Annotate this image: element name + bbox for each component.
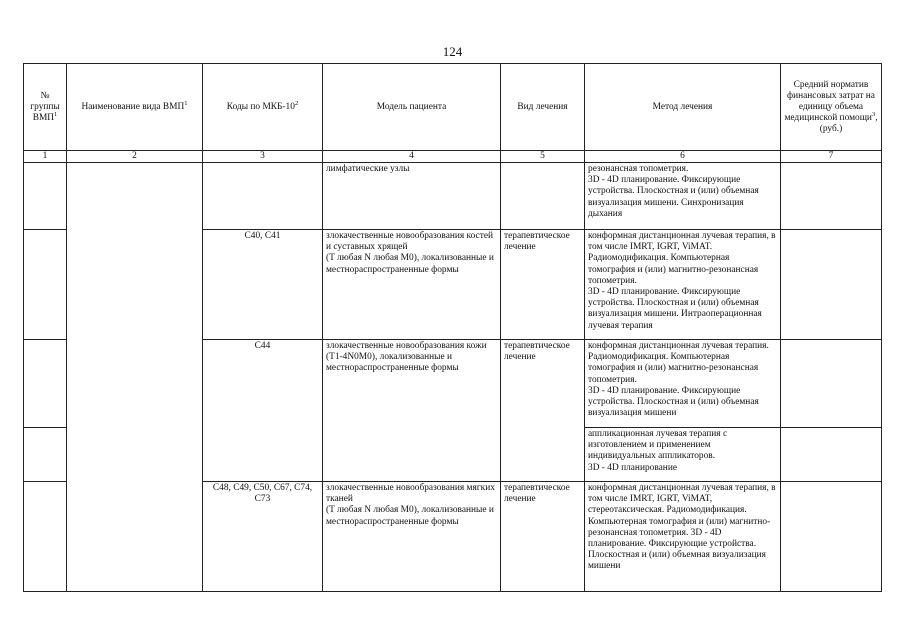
- icd-codes-cell: [203, 163, 323, 230]
- patient-model-cell: злокачественные новообразования костей и суставных хрящей (T любая N любая M0), локализованные и местнораспространенные формы: [323, 230, 501, 340]
- header-patient-model: Модель пациента: [323, 64, 501, 151]
- column-number: 5: [501, 151, 585, 163]
- treatment-type-cell: терапевтическое лечение: [501, 230, 585, 340]
- cost-cell: [781, 428, 882, 482]
- column-number: 6: [585, 151, 781, 163]
- cost-cell: [781, 482, 882, 592]
- header-vmp-name: Наименование вида ВМП$^1$: [67, 64, 203, 151]
- patient-model-cell: злокачественные новообразования кожи (T1-4N0M0), локализованные и местнораспространенные формы: [323, 340, 501, 482]
- group-number-cell: [24, 428, 67, 482]
- icd-codes-cell: C40, C41: [203, 230, 323, 340]
- group-number-cell: [24, 340, 67, 428]
- header-treatment-type: Вид лечения: [501, 64, 585, 151]
- vmp-table: [23, 63, 882, 592]
- icd-codes-cell: C48, C49, C50, C67, C74, C73: [203, 482, 323, 592]
- column-number: 1: [24, 151, 67, 163]
- treatment-method-cell: конформная дистанционная лучевая терапия. Радиомодификация. Компьютерная томография и (или) магнитно-резонансная топометрия. 3D - 4D планирование. Фиксирующие устройства. Плоскостная и (или) объемная визуализация мишени: [585, 340, 781, 428]
- icd-codes-cell: C44: [203, 340, 323, 482]
- patient-model-cell: лимфатические узлы: [323, 163, 501, 230]
- column-number: 4: [323, 151, 501, 163]
- column-number: 7: [781, 151, 882, 163]
- group-number-cell: [24, 482, 67, 592]
- column-number: 2: [67, 151, 203, 163]
- column-number-row: [24, 151, 882, 163]
- treatment-method-cell: резонансная топометрия. 3D - 4D планирование. Фиксирующие устройства. Плоскостная и (или) объемная визуализация мишени. Синхронизация дыхания: [585, 163, 781, 230]
- patient-model-cell: злокачественные новообразования мягких тканей (T любая N любая M0), локализованные и местнораспространенные формы: [323, 482, 501, 592]
- page-number: 124: [442, 44, 463, 59]
- treatment-method-cell: конформная дистанционная лучевая терапия, в том числе IMRT, IGRT, ViMAT, стереотаксическая. Радиомодификация. Компьютерная томография и (или) магнитно-резонансная топометрия. 3D - 4D планирование. Фиксирующие устройства. Плоскостная и (или) объемная визуализация мишени: [585, 482, 781, 592]
- header-icd-codes: Коды по МКБ-$10^2$: [203, 64, 323, 151]
- cost-cell: [781, 340, 882, 428]
- table-row: [24, 163, 882, 230]
- cost-cell: [781, 163, 882, 230]
- header-treatment-method: Метод лечения: [585, 64, 781, 151]
- group-number-cell: [24, 230, 67, 340]
- column-number: 3: [203, 151, 323, 163]
- treatment-method-cell: аппликационная лучевая терапия с изготовлением и применением индивидуальных аппликаторов. 3D - 4D планирование: [585, 428, 781, 482]
- cost-cell: [781, 230, 882, 340]
- treatment-method-cell: конформная дистанционная лучевая терапия, в том числе IMRT, IGRT, ViMAT. Радиомодификация. Компьютерная томография и (или) магнитно-резонансная топометрия. 3D - 4D планирование. Фиксирующие устройства. Плоскостная и (или) объемная визуализация мишени. Интраоперационная лучевая терапия: [585, 230, 781, 340]
- vmp-name-cell: [67, 163, 203, 592]
- header-cost-norm: Средний норматив финансовых затрат на единицу объема медицинской помощи$^3$, (руб.): [781, 64, 882, 151]
- treatment-type-cell: терапевтическое лечение: [501, 340, 585, 482]
- treatment-type-cell: [501, 163, 585, 230]
- treatment-type-cell: терапевтическое лечение: [501, 482, 585, 592]
- table-header-row: [24, 64, 882, 151]
- group-number-cell: [24, 163, 67, 230]
- header-group-number: № группы ВМП$^1$: [24, 64, 67, 151]
